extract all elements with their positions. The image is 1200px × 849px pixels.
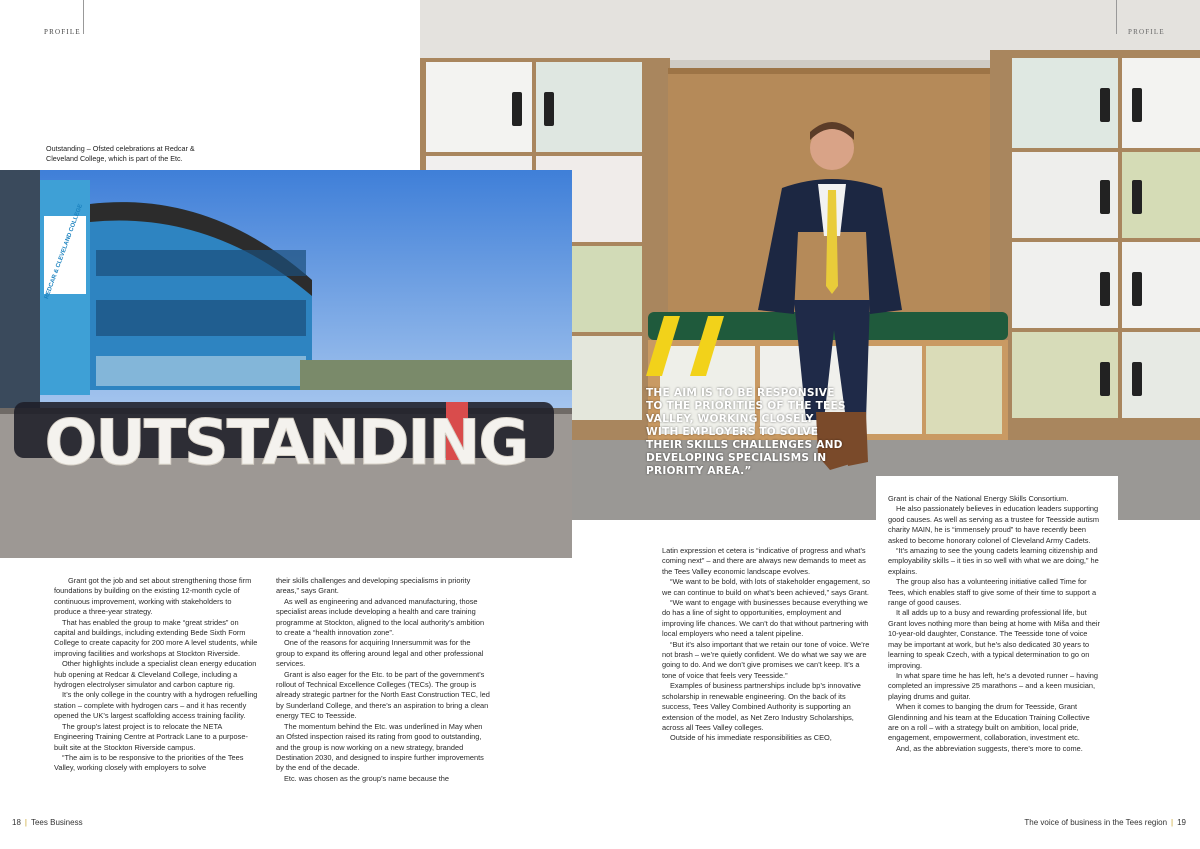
paragraph: “But it’s also important that we retain our tone of voice. We’re not brash – we’re quietly confident. We do what we say we are going to do. And we don’t give promises we can’t keep. It’s a tone of voice that feels very Teesside.” [662,639,870,680]
text-column-3 [662,546,872,744]
quote-mark-icon [646,316,736,376]
paragraph: The group’s latest project is to relocate the NETA Engineering Training Centre at Portrack Lane to a purpose-built site at the Stockton Riverside campus. [54,721,248,752]
page-number-right: 19 [1177,818,1186,827]
paragraph: Grant is also eager for the Etc. to be part of the government’s rollout of Technical Excellence Colleges (TECs). The group is already strategic partner for the North East Construction TEC, led by Sunderland College, and there’s an aspiration to bring a clean energy TEC to Teesside. [276,669,490,721]
paragraph: Grant got the job and set about strengthening those firm foundations by building on the existing 12-month cycle of continuous improvement, working with stakeholders to produce a three-year strategy. [54,576,252,617]
paragraph: It all adds up to a busy and rewarding professional life, but Grant loves nothing more than being at home with Miša and their 10-year-old daughter, Constance. The Teesside tone of voice may be important at work, but he’s also dedicated 30 years to learning to speak Czech, with a typical determination to go on improving. [888,608,1100,670]
paragraph: And, as the abbreviation suggests, there’s more to come. [896,743,1083,753]
publication-tagline: The voice of business in the Tees region [1024,818,1168,827]
paragraph: When it comes to banging the drum for Teesside, Grant Glendinning and his team at the Education Training Collective are on a roll – with a strategy built on ambition, local pride, engagement, empowerment, collaboration, investment etc. [888,702,1090,743]
campus-illustration [0,170,572,558]
campus-photo [0,170,572,558]
page-number-left: 18 [12,818,21,827]
pull-quote [646,316,846,478]
header-rule-right [1116,0,1117,34]
paragraph: Examples of business partnerships include bp’s innovative scholarship in renewable engineering. On the back of its success, Tees Valley Combined Authority is supporting an extension of the model, as Net Zero Industry Scholarships, across all Tees Valley colleges. [662,681,861,732]
paragraph: It’s the only college in the country with a hydrogen refuelling station – complete with hydrogen cars – and it has recently opened the UK’s largest scaffolding access training facility. [54,690,258,721]
paragraph: Other highlights include a specialist clean energy education hub opening at Redcar & Cleveland College, including a hydrogen electrolyser simulator and carbon capture rig. [54,659,257,690]
text-column-4 [888,494,1100,754]
header-rule-left [83,0,84,34]
outstanding-letters: OUTSTANDING [44,406,528,479]
paragraph: The group also has a volunteering initiative called Time for Tees, which enables staff to give some of their time to support a range of good causes. [888,577,1097,608]
footer-separator: | [1171,818,1174,827]
paragraph: The momentum behind the Etc. was underlined in May when an Ofsted inspection raised its rating from good to outstanding, and the group is now working on a new strategy, branded Destination 2030, and designed to inspire further improvements by the end of the decade. [276,721,484,773]
paragraph: “We want to engage with businesses because everything we do has a line of sight to opportunities, employment and improving life chances. We can’t do that without partnering with local employers who need a talent pipeline. [662,598,869,639]
section-label-right: PROFILE [1128,28,1165,36]
paragraph: their skills challenges and developing specialisms in priority areas,” says Grant. [276,576,471,596]
paragraph: Outside of his immediate responsibilities as CEO, [670,733,832,743]
paragraph: As well as engineering and advanced manufacturing, those specialist areas include developing a health and care training programme at Stockton, aligned to the local authority’s ambition to create a “health innovation zone”. [276,596,485,638]
footer-left [12,818,83,827]
photo-caption: Outstanding – Ofsted celebrations at Redcar & Cleveland College, which is part of the Etc. [46,144,195,163]
paragraph: Latin expression et cetera is “indicative of progress and what’s coming next” – and there are always new demands to meet as the Tees Valley economic landscape evolves. [662,546,866,576]
paragraph: “We want to be bold, with lots of stakeholder engagement, so we can continue to build on what’s been achieved,” says Grant. [662,577,870,597]
paragraph: In what spare time he has left, he’s a devoted runner – having completed an impressive 25 marathons – and a keen musician, playing drums and guitar. [888,670,1099,701]
paragraph: That has enabled the group to make “great strides” on capital and buildings, including extending Bede Sixth Form College to create capacity for 200 more A level students, while improving facilities and workshops at Stockton Riverside. [54,617,258,658]
section-label-left: PROFILE [44,28,81,36]
paragraph: He also passionately believes in education leaders supporting good causes. As well as serving as a trustee for Teesside autism charity MAIN, he is “immensely proud” to have recently been asked to become honorary colonel of Cleveland Army Cadets. [888,504,1100,545]
paragraph: Grant is chair of the National Energy Skills Consortium. [888,494,1069,503]
pull-quote-text: THE AIM IS TO BE RESPONSIVE TO THE PRIORITIES OF THE TEES VALLEY, WORKING CLOSELY WITH EMPLOYERS TO SOLVE THEIR SKILLS CHALLENGES AND DEVELOPING SPECIALISMS IN PRIORITY AREA.” [646,387,846,477]
paragraph: One of the reasons for acquiring Innersummit was for the group to expand its offering around legal and other professional services. [276,638,484,669]
footer-right [1024,818,1186,827]
paragraph: “The aim is to be responsive to the priorities of the Tees Valley, working closely with employers to solve [54,752,244,773]
text-column-2 [276,576,490,784]
text-column-1 [54,576,260,774]
paragraph: “It’s amazing to see the young cadets learning citizenship and employability skills – it ties in so well with what we are doing,” he explains. [888,546,1099,576]
college-sign: REDCAR & CLEVELAND COLLEGE [44,203,85,300]
footer-separator: | [24,818,27,827]
publication-name: Tees Business [30,818,83,827]
paragraph: Etc. was chosen as the group’s name because the [284,773,450,783]
